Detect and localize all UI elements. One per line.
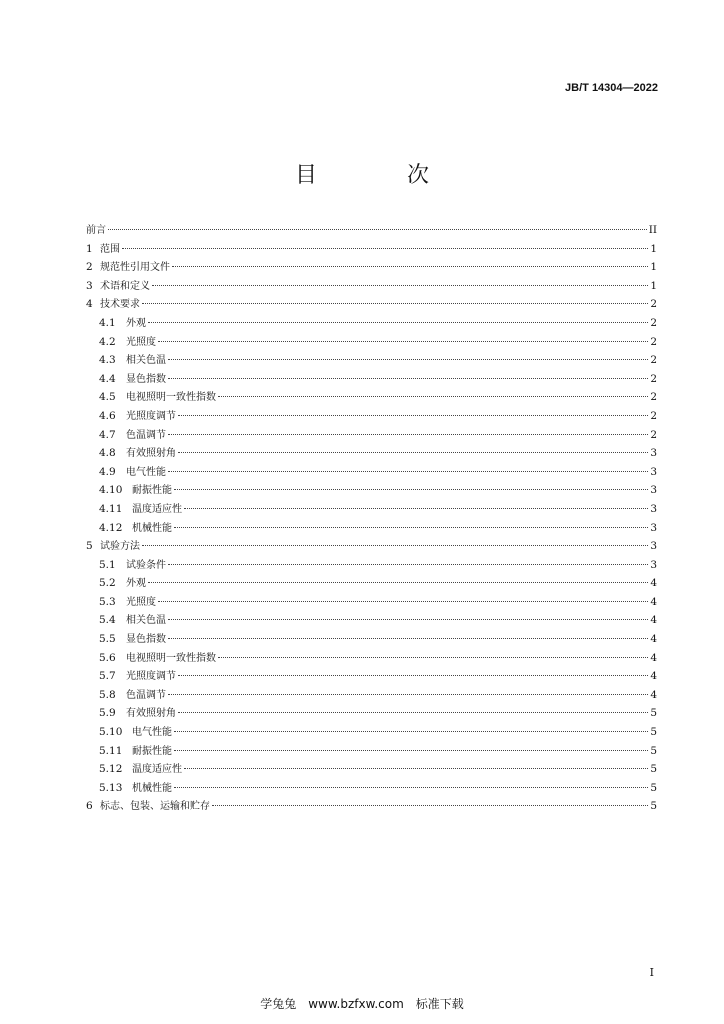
toc-entry-number: 4.4 bbox=[99, 372, 116, 385]
toc-entry-number: 5.5 bbox=[99, 633, 116, 646]
toc-entry[interactable] bbox=[86, 556, 657, 575]
toc-leader-dots bbox=[184, 508, 648, 509]
toc-leader-dots bbox=[142, 303, 648, 304]
toc-entry-number: 4.1 bbox=[99, 316, 116, 329]
toc-entry[interactable] bbox=[86, 444, 657, 463]
toc-entry-label: 电气性能 bbox=[132, 727, 172, 739]
toc-entry-page: 3 bbox=[650, 540, 657, 553]
toc-entry-number: 4.9 bbox=[99, 465, 116, 478]
toc-entry-number: 5.4 bbox=[99, 614, 116, 627]
toc-entry[interactable] bbox=[86, 537, 657, 556]
toc-entry-page: 3 bbox=[650, 558, 657, 571]
toc-entry-page: II bbox=[648, 224, 657, 236]
toc-entry-page: 1 bbox=[650, 279, 657, 292]
toc-entry-page: 3 bbox=[650, 447, 657, 460]
toc-entry-page: 1 bbox=[650, 261, 657, 274]
toc-leader-dots bbox=[122, 248, 648, 249]
toc-entry[interactable] bbox=[86, 351, 657, 370]
toc-entry-page: 2 bbox=[650, 428, 657, 441]
toc-entry-label: 显色指数 bbox=[126, 634, 166, 646]
toc-entry[interactable] bbox=[86, 723, 657, 742]
toc-leader-dots bbox=[108, 229, 647, 230]
toc-entry[interactable] bbox=[86, 574, 657, 593]
toc-entry[interactable] bbox=[86, 742, 657, 761]
toc-leader-dots bbox=[174, 787, 648, 788]
toc-leader-dots bbox=[178, 712, 648, 713]
toc-leader-dots bbox=[174, 731, 648, 732]
toc-entry-page: 2 bbox=[650, 354, 657, 367]
footer-watermark: 学兔兔 www.bzfxw.com 标准下载 bbox=[260, 997, 464, 1011]
toc-leader-dots bbox=[168, 694, 648, 695]
toc-entry-page: 4 bbox=[650, 651, 657, 664]
toc-entry-label: 温度适应性 bbox=[132, 503, 182, 515]
toc-entry-page: 5 bbox=[650, 707, 657, 720]
toc-entry-label: 温度适应性 bbox=[132, 764, 182, 776]
toc-entry-label: 相关色温 bbox=[126, 355, 166, 367]
toc-entry-number: 5.13 bbox=[99, 781, 123, 794]
toc-entry-page: 2 bbox=[650, 316, 657, 329]
toc-leader-dots bbox=[168, 378, 648, 379]
toc-leader-dots bbox=[148, 582, 648, 583]
toc-entry-label: 电视照明一致性指数 bbox=[126, 392, 216, 404]
toc-leader-dots bbox=[218, 657, 648, 658]
toc-entry[interactable] bbox=[86, 277, 657, 296]
toc-entry-label: 标志、包装、运输和贮存 bbox=[100, 801, 210, 813]
toc-entry-label: 前言 bbox=[86, 225, 106, 236]
toc-leader-dots bbox=[168, 434, 648, 435]
toc-entry-page: 4 bbox=[650, 577, 657, 590]
toc-entry-number: 5.11 bbox=[99, 744, 123, 757]
toc-entry[interactable] bbox=[86, 686, 657, 705]
toc-leader-dots bbox=[158, 341, 648, 342]
toc-entry[interactable] bbox=[86, 388, 657, 407]
toc-entry-number: 5 bbox=[86, 540, 93, 553]
toc-entry-number: 4.3 bbox=[99, 354, 116, 367]
page-title: 目 次 bbox=[294, 163, 463, 188]
toc-leader-dots bbox=[168, 359, 648, 360]
toc-leader-dots bbox=[152, 285, 648, 286]
toc-entry-label: 有效照射角 bbox=[126, 708, 176, 720]
toc-entry-page: 2 bbox=[650, 298, 657, 311]
toc-entry-number: 5.3 bbox=[99, 595, 116, 608]
toc-entry[interactable] bbox=[86, 649, 657, 668]
toc-entry-number: 5.6 bbox=[99, 651, 116, 664]
table-of-contents bbox=[86, 221, 657, 816]
toc-entry-label: 光照度调节 bbox=[126, 410, 176, 422]
toc-entry-number: 4.10 bbox=[99, 484, 123, 497]
toc-entry-number: 3 bbox=[86, 279, 93, 292]
toc-entry-label: 电视照明一致性指数 bbox=[126, 652, 216, 664]
toc-entry-page: 5 bbox=[650, 781, 657, 794]
toc-entry-number: 5.12 bbox=[99, 763, 123, 776]
toc-entry-label: 技术要求 bbox=[100, 299, 140, 311]
toc-entry-label: 有效照射角 bbox=[126, 448, 176, 460]
toc-entry-page: 4 bbox=[650, 614, 657, 627]
toc-entry-label: 相关色温 bbox=[126, 615, 166, 627]
toc-entry-label: 光照度 bbox=[126, 336, 156, 348]
toc-entry-label: 机械性能 bbox=[132, 782, 172, 794]
toc-entry-page: 3 bbox=[650, 521, 657, 534]
toc-entry-page: 2 bbox=[650, 372, 657, 385]
toc-leader-dots bbox=[174, 489, 648, 490]
toc-leader-dots bbox=[178, 675, 648, 676]
toc-entry-page: 3 bbox=[650, 465, 657, 478]
toc-entry[interactable] bbox=[86, 240, 657, 259]
toc-entry-number: 4.6 bbox=[99, 409, 116, 422]
toc-entry-label: 试验方法 bbox=[100, 541, 140, 553]
toc-entry-label: 显色指数 bbox=[126, 373, 166, 385]
toc-entry-page: 5 bbox=[650, 744, 657, 757]
toc-entry[interactable] bbox=[86, 593, 657, 612]
toc-entry[interactable] bbox=[86, 221, 657, 240]
toc-entry[interactable] bbox=[86, 797, 657, 816]
toc-entry-label: 耐振性能 bbox=[132, 745, 172, 757]
toc-entry-number: 4.11 bbox=[99, 502, 123, 515]
toc-entry-number: 4.12 bbox=[99, 521, 123, 534]
toc-entry-page: 3 bbox=[650, 484, 657, 497]
toc-entry[interactable] bbox=[86, 258, 657, 277]
toc-entry[interactable] bbox=[86, 407, 657, 426]
toc-entry-number: 4.7 bbox=[99, 428, 116, 441]
toc-entry-number: 4.5 bbox=[99, 391, 116, 404]
toc-entry-page: 5 bbox=[650, 763, 657, 776]
toc-leader-dots bbox=[168, 619, 648, 620]
toc-entry-label: 色温调节 bbox=[126, 689, 166, 701]
toc-entry-number: 5.10 bbox=[99, 726, 123, 739]
toc-entry-page: 4 bbox=[650, 633, 657, 646]
toc-leader-dots bbox=[158, 601, 648, 602]
toc-entry-page: 3 bbox=[650, 502, 657, 515]
toc-leader-dots bbox=[148, 322, 648, 323]
toc-entry[interactable] bbox=[86, 500, 657, 519]
toc-entry[interactable] bbox=[86, 519, 657, 538]
toc-entry-number: 4 bbox=[86, 298, 93, 311]
toc-entry-page: 4 bbox=[650, 688, 657, 701]
toc-entry-label: 色温调节 bbox=[126, 429, 166, 441]
toc-leader-dots bbox=[184, 768, 648, 769]
toc-entry-label: 电气性能 bbox=[126, 466, 166, 478]
toc-entry[interactable] bbox=[86, 426, 657, 445]
toc-entry-page: 2 bbox=[650, 391, 657, 404]
toc-entry-page: 5 bbox=[650, 800, 657, 813]
toc-entry-label: 试验条件 bbox=[126, 559, 166, 571]
toc-entry-label: 规范性引用文件 bbox=[100, 262, 170, 274]
toc-leader-dots bbox=[172, 266, 648, 267]
toc-entry-number: 5.8 bbox=[99, 688, 116, 701]
toc-entry-number: 2 bbox=[86, 261, 93, 274]
toc-leader-dots bbox=[218, 396, 648, 397]
toc-entry-page: 2 bbox=[650, 335, 657, 348]
toc-entry-number: 6 bbox=[86, 800, 93, 813]
toc-entry-page: 4 bbox=[650, 670, 657, 683]
toc-entry-page: 5 bbox=[650, 726, 657, 739]
toc-leader-dots bbox=[174, 527, 648, 528]
toc-entry[interactable] bbox=[86, 667, 657, 686]
toc-leader-dots bbox=[168, 471, 648, 472]
toc-entry-number: 5.1 bbox=[99, 558, 116, 571]
toc-entry[interactable] bbox=[86, 779, 657, 798]
toc-leader-dots bbox=[178, 415, 648, 416]
document-code: JB/T 14304—2022 bbox=[565, 82, 658, 94]
toc-leader-dots bbox=[142, 545, 648, 546]
toc-entry-number: 5.9 bbox=[99, 707, 116, 720]
page-number: I bbox=[649, 966, 654, 979]
toc-leader-dots bbox=[178, 452, 648, 453]
toc-entry[interactable] bbox=[86, 704, 657, 723]
toc-entry-label: 耐振性能 bbox=[132, 485, 172, 497]
toc-entry[interactable] bbox=[86, 760, 657, 779]
toc-entry[interactable] bbox=[86, 295, 657, 314]
toc-entry-page: 4 bbox=[650, 595, 657, 608]
toc-entry-label: 外观 bbox=[126, 317, 146, 329]
toc-leader-dots bbox=[168, 638, 648, 639]
toc-entry-number: 5.2 bbox=[99, 577, 116, 590]
toc-entry[interactable] bbox=[86, 333, 657, 352]
toc-entry-number: 4.2 bbox=[99, 335, 116, 348]
toc-entry-label: 范围 bbox=[100, 243, 120, 255]
toc-entry-label: 光照度调节 bbox=[126, 671, 176, 683]
toc-entry-label: 术语和定义 bbox=[100, 280, 150, 292]
toc-entry-number: 1 bbox=[86, 242, 93, 255]
toc-leader-dots bbox=[174, 750, 648, 751]
toc-entry-page: 2 bbox=[650, 409, 657, 422]
toc-entry-number: 5.7 bbox=[99, 670, 116, 683]
toc-leader-dots bbox=[168, 564, 648, 565]
toc-entry-label: 外观 bbox=[126, 578, 146, 590]
toc-entry-label: 光照度 bbox=[126, 596, 156, 608]
toc-entry[interactable] bbox=[86, 481, 657, 500]
toc-entry-number: 4.8 bbox=[99, 447, 116, 460]
toc-entry[interactable] bbox=[86, 630, 657, 649]
toc-entry[interactable] bbox=[86, 463, 657, 482]
toc-entry-label: 机械性能 bbox=[132, 522, 172, 534]
toc-leader-dots bbox=[212, 805, 648, 806]
toc-entry[interactable] bbox=[86, 611, 657, 630]
toc-entry[interactable] bbox=[86, 370, 657, 389]
toc-entry[interactable] bbox=[86, 314, 657, 333]
toc-entry-page: 1 bbox=[650, 242, 657, 255]
